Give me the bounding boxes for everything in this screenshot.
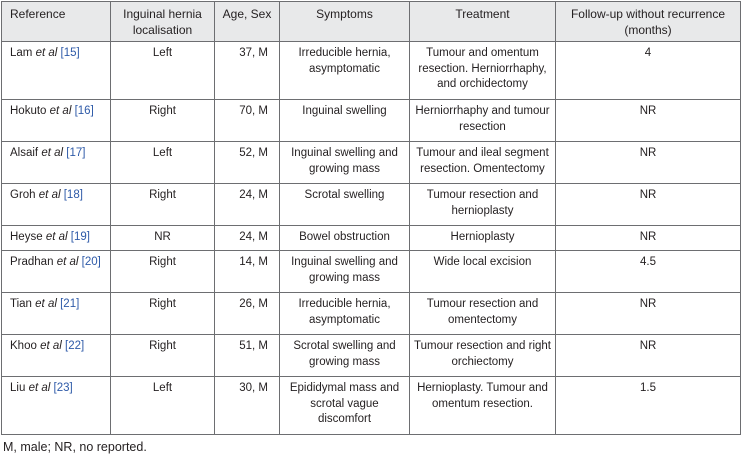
reference-cell — [2, 377, 111, 435]
followup-cell: 1.5 — [556, 377, 741, 435]
treatment-cell: Tumour resection and omentectomy — [410, 293, 556, 335]
localisation-cell: Left — [111, 377, 215, 435]
header-row — [2, 2, 741, 42]
localisation-cell: Right — [111, 251, 215, 293]
reference-cell — [2, 100, 111, 142]
author-name: Alsaif — [10, 147, 39, 159]
header-symptoms: Symptoms — [280, 2, 410, 42]
header-reference: Reference — [2, 2, 111, 42]
symptoms-cell: Irreducible hernia, asymptomatic — [280, 42, 410, 100]
symptoms-cell: Scrotal swelling and growing mass — [280, 335, 410, 377]
author-name: Groh — [10, 189, 36, 201]
reference-cell — [2, 293, 111, 335]
citation-link[interactable]: [16] — [74, 105, 94, 117]
treatment-cell: Hernioplasty — [410, 226, 556, 251]
localisation-cell: Right — [111, 335, 215, 377]
citation-link[interactable]: [21] — [60, 298, 80, 310]
author-name: Lam — [10, 47, 33, 59]
localisation-cell: Left — [111, 142, 215, 184]
table-row — [2, 184, 741, 226]
localisation-cell: Right — [111, 184, 215, 226]
author-name: Liu — [10, 382, 26, 394]
age-sex-cell: 52, M — [215, 142, 280, 184]
localisation-cell: NR — [111, 226, 215, 251]
symptoms-cell: Epididymal mass and scrotal vague discomfort — [280, 377, 410, 435]
treatment-cell: Tumour and omentum resection. Herniorrhaphy, and orchidectomy — [410, 42, 556, 100]
table-row — [2, 251, 741, 293]
age-sex-cell: 30, M — [215, 377, 280, 435]
header-followup: Follow-up without recurrence (months) — [556, 2, 741, 42]
age-sex-cell: 26, M — [215, 293, 280, 335]
table-row — [2, 293, 741, 335]
followup-cell: NR — [556, 335, 741, 377]
citation-link[interactable]: [15] — [60, 47, 80, 59]
header-age-sex: Age, Sex — [215, 2, 280, 42]
table-row — [2, 377, 741, 435]
treatment-cell: Hernioplasty. Tumour and omentum resection. — [410, 377, 556, 435]
localisation-cell: Right — [111, 293, 215, 335]
table-row — [2, 226, 741, 251]
treatment-cell: Tumour resection and right orchiectomy — [410, 335, 556, 377]
citation-link[interactable]: [23] — [53, 382, 73, 394]
age-sex-cell: 70, M — [215, 100, 280, 142]
table-row — [2, 42, 741, 100]
header-treatment: Treatment — [410, 2, 556, 42]
treatment-cell: Herniorrhaphy and tumour resection — [410, 100, 556, 142]
author-name: Hokuto — [10, 105, 47, 117]
table-footnote: M, male; NR, no reported. — [3, 440, 147, 454]
followup-cell: NR — [556, 184, 741, 226]
author-name: Heyse — [10, 231, 43, 243]
et-al: et al — [41, 147, 64, 159]
age-sex-cell: 51, M — [215, 335, 280, 377]
citation-link[interactable]: [22] — [65, 340, 85, 352]
age-sex-cell: 37, M — [215, 42, 280, 100]
treatment-cell: Wide local excision — [410, 251, 556, 293]
et-al: et al — [35, 298, 57, 310]
reference-cell — [2, 42, 111, 100]
table-row — [2, 335, 741, 377]
et-al: et al — [49, 105, 72, 117]
et-al: et al — [38, 189, 61, 201]
symptoms-cell: Bowel obstruction — [280, 226, 410, 251]
et-al: et al — [28, 382, 51, 394]
citation-link[interactable]: [18] — [63, 189, 83, 201]
treatment-cell: Tumour and ileal segment resection. Omentectomy — [410, 142, 556, 184]
reference-cell — [2, 142, 111, 184]
reference-cell — [2, 251, 111, 293]
followup-cell: NR — [556, 293, 741, 335]
author-name: Pradhan — [10, 256, 54, 268]
followup-cell: NR — [556, 142, 741, 184]
reference-cell — [2, 226, 111, 251]
followup-cell: 4.5 — [556, 251, 741, 293]
age-sex-cell: 24, M — [215, 184, 280, 226]
table-row — [2, 142, 741, 184]
citation-link[interactable]: [19] — [70, 231, 90, 243]
followup-cell: 4 — [556, 42, 741, 100]
symptoms-cell: Inguinal swelling and growing mass — [280, 251, 410, 293]
et-al: et al — [40, 340, 62, 352]
header-localisation: Inguinal hernia localisation — [111, 2, 215, 42]
age-sex-cell: 24, M — [215, 226, 280, 251]
table-row — [2, 100, 741, 142]
symptoms-cell: Scrotal swelling — [280, 184, 410, 226]
followup-cell: NR — [556, 226, 741, 251]
symptoms-cell: Inguinal swelling and growing mass — [280, 142, 410, 184]
reference-cell — [2, 184, 111, 226]
localisation-cell: Right — [111, 100, 215, 142]
followup-cell: NR — [556, 100, 741, 142]
age-sex-cell: 14, M — [215, 251, 280, 293]
treatment-cell: Tumour resection and hernioplasty — [410, 184, 556, 226]
citation-link[interactable]: [20] — [81, 256, 101, 268]
et-al: et al — [35, 47, 58, 59]
reference-cell — [2, 335, 111, 377]
symptoms-cell: Inguinal swelling — [280, 100, 410, 142]
symptoms-cell: Irreducible hernia, asymptomatic — [280, 293, 410, 335]
et-al: et al — [45, 231, 68, 243]
localisation-cell: Left — [111, 42, 215, 100]
et-al: et al — [56, 256, 79, 268]
citation-link[interactable]: [17] — [66, 147, 86, 159]
author-name: Khoo — [10, 340, 37, 352]
references-table — [1, 1, 741, 435]
author-name: Tian — [10, 298, 32, 310]
